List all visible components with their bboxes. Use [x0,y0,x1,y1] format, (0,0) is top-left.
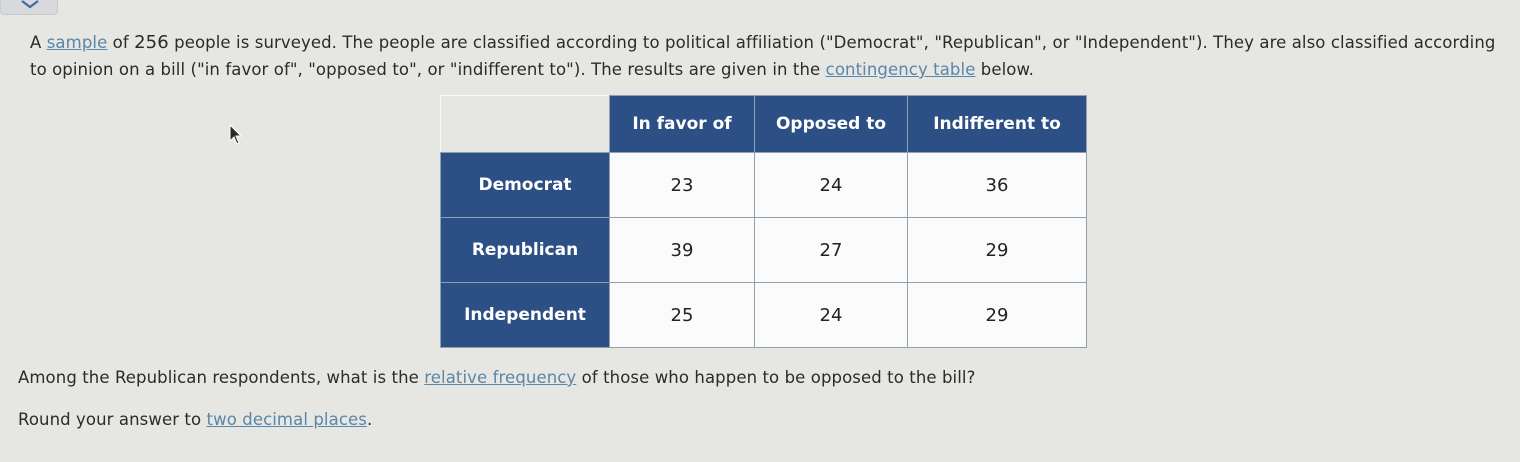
contingency-table-link[interactable]: contingency table [825,60,976,79]
row-header-independent: Independent [441,283,610,348]
table-cell: 23 [610,153,755,218]
relative-frequency-link[interactable]: relative frequency [424,368,577,387]
problem-text: below. [975,60,1034,79]
table-header-row [441,96,1087,153]
table-cell: 29 [908,218,1087,283]
rounding-part: Round your answer to [18,410,207,429]
column-header-indifferent: Indifferent to [908,96,1087,153]
table-cell: 29 [908,283,1087,348]
sample-size: 256 [134,32,169,53]
table-cell: 36 [908,153,1087,218]
chevron-down-icon [19,0,41,10]
table-cell: 27 [755,218,908,283]
table-corner [441,96,610,153]
column-header-opposed: Opposed to [755,96,908,153]
sample-link[interactable]: sample [46,33,108,52]
mouse-cursor-icon [229,124,243,146]
column-header-in-favor: In favor of [610,96,755,153]
rounding-part: . [366,410,373,429]
question-part: Among the Republican respondents, what is the [18,368,425,387]
contingency-table [440,95,1087,348]
question-part: of those who happen to be opposed to the bill? [576,368,976,387]
decimal-places-link[interactable]: two decimal places [206,410,367,429]
rounding-instruction [18,410,372,429]
problem-text: people is surveyed. The people are classified according to political affiliation ("Democrat", "Republican", or "Independent"). They are also classified according to opinion on a bill ("in favor of", "opposed to", or "indifferent to"). The results are given in the [30,33,1496,79]
table-cell: 24 [755,153,908,218]
problem-statement [30,29,1500,83]
question-text [18,368,975,387]
table-cell: 39 [610,218,755,283]
row-header-democrat: Democrat [441,153,610,218]
table-row [441,283,1087,348]
problem-text: A [30,33,47,52]
table-row [441,153,1087,218]
collapse-toggle[interactable] [0,0,58,15]
table-cell: 24 [755,283,908,348]
row-header-republican: Republican [441,218,610,283]
table-cell: 25 [610,283,755,348]
table-row [441,218,1087,283]
problem-text: of [107,33,135,52]
